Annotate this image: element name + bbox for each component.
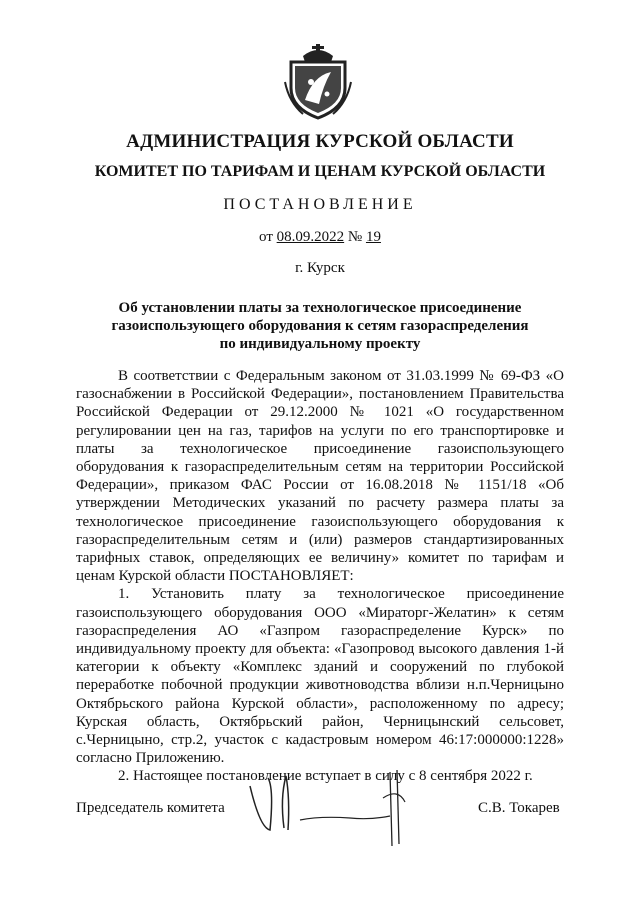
item-1-paragraph: 1. Установить плату за технологическое присоединение газоиспользующего оборудования ООО «Мираторг-Желатин» к сетям газораспределения АО «Газпром газораспределение Курск» по индивидуальному проекту для объекта: «Газопровод высокого давления 1-й категории к объекту «Комплекс зданий и сооружений по глубокой переработке побочной продукции животноводства вблизи н.п.Черницыно Октябрьского района Курской области», расположенному по адресу; Курская область, Октябрьский район, Черницынский сельсовет, с.Черницыно, стр.2, участок с кадастровым номером 46:17:000000:1228» согласно Приложению. <box>76 586 564 767</box>
signatory-name: С.В. Токарев <box>478 800 560 816</box>
subject-line: газоиспользующего оборудования к сетям газораспределения <box>111 318 529 334</box>
handwritten-signature <box>240 768 430 848</box>
administration-title: АДМИНИСТРАЦИЯ КУРСКОЙ ОБЛАСТИ <box>126 131 514 152</box>
subject-line: Об установлении платы за технологическое присоединение <box>118 300 522 316</box>
document-body <box>76 367 564 786</box>
document-subject <box>80 299 560 353</box>
document-date: 08.09.2022 <box>276 229 345 245</box>
item-2-paragraph: 2. Настоящее постановление вступает в силу с 8 сентября 2022 г. <box>118 768 533 785</box>
subject-line: по индивидуальному проекту <box>219 336 421 352</box>
document-type: ПОСТАНОВЛЕНИЕ <box>223 196 417 213</box>
city: г. Курск <box>295 260 345 276</box>
date-prefix: от <box>259 229 277 245</box>
number-prefix: № <box>344 229 366 245</box>
signatory-position: Председатель комитета <box>76 800 225 816</box>
coat-of-arms-icon <box>283 42 353 122</box>
document-number: 19 <box>365 229 381 245</box>
committee-title: КОМИТЕТ ПО ТАРИФАМ И ЦЕНАМ КУРСКОЙ ОБЛАСТИ <box>94 163 546 180</box>
date-line <box>0 229 640 246</box>
preamble-paragraph: В соответствии с Федеральным законом от 31.03.1999 № 69-ФЗ «О газоснабжении в Российской Федерации», постановлением Правительства Российской Федерации от 29.12.2000 № 1021 «О государственном регулировании цен на газ, тарифов на услуги по его транспортировке и платы за технологическое присоединение газоиспользующего оборудования к газораспределительным сетям на территории Российской Федерации», приказом ФАС России от 16.08.2018 № 1151/18 «Об утверждении Методических указаний по расчету размера платы за технологическое присоединение газоиспользующего оборудования к газораспределительным сетям и (или) размеров стандартизированных тарифных ставок, определяющих ее величину» комитет по тарифам и ценам Курской области ПОСТАНОВЛЯЕТ: <box>76 368 564 585</box>
